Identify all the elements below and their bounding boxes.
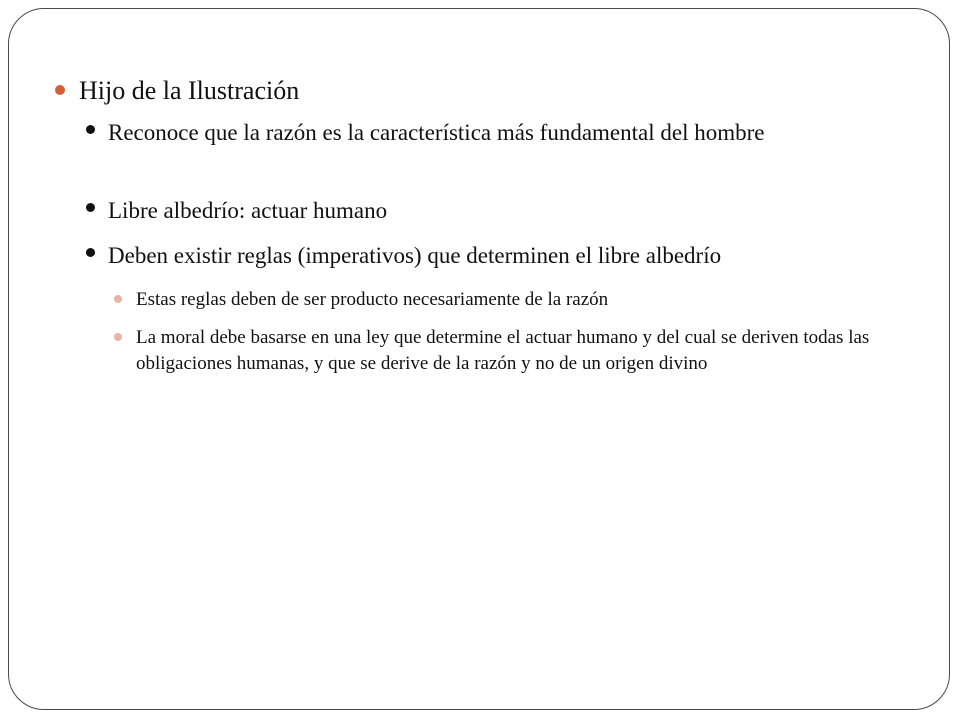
bullet-item-heading xyxy=(79,75,899,107)
bullet-item-rules xyxy=(108,238,908,274)
bullet-dot-icon xyxy=(86,203,95,212)
subpoint-text: Estas reglas deben de ser producto necesariamente de la razón xyxy=(136,289,609,310)
sub-bullet-dot-icon xyxy=(114,295,122,303)
heading-text: Hijo de la Ilustración xyxy=(79,76,300,105)
bullet-item-reason xyxy=(108,115,868,151)
bullet-dot-icon xyxy=(86,248,95,257)
bullet-dot-icon xyxy=(55,85,65,95)
sub-bullet-dot-icon xyxy=(114,333,122,341)
point-text: Libre albedrío: actuar humano xyxy=(108,198,388,223)
bullet-item-free-will xyxy=(108,193,868,229)
subpoint-text: La moral debe basarse en una ley que determine el actuar humano y del cual se deriven todas las obligaciones humanas, y que se derive de la razón y no de un origen divino xyxy=(136,327,870,374)
bullet-dot-icon xyxy=(86,125,95,134)
point-text: Reconoce que la razón es la característica más fundamental del hombre xyxy=(108,120,765,145)
point-text: Deben existir reglas (imperativos) que determinen el libre albedrío xyxy=(108,243,722,268)
sub-bullet-item-moral-law xyxy=(136,325,916,377)
sub-bullet-item-rules-reason xyxy=(136,287,916,313)
